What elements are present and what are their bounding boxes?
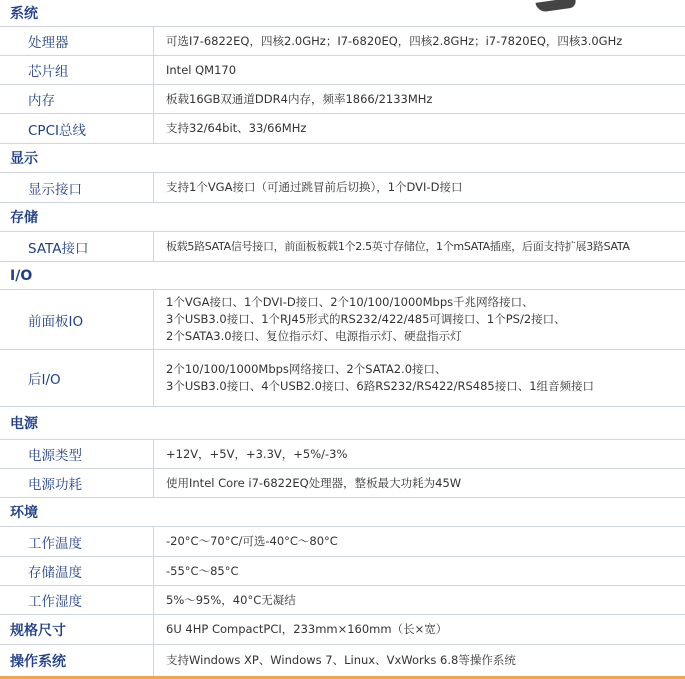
- section-title: 存储: [10, 210, 38, 226]
- spec-row-operating-humidity: [0, 586, 685, 615]
- spec-label: 规格尺寸: [10, 622, 66, 639]
- section-power: [0, 407, 685, 440]
- value-line: 3个USB3.0接口、1个RJ45形式的RS232/422/485可调接口、1个PS/2接口、: [166, 312, 566, 326]
- value-line: 3个USB3.0接口、4个USB2.0接口、6路RS232/RS422/RS485接口、1组音频接口: [166, 379, 595, 393]
- spec-value: +12V，+5V，+3.3V，+5%/-3%: [166, 446, 348, 461]
- spec-row-operating-temp: [0, 527, 685, 557]
- spec-label: 工作湿度: [28, 594, 82, 610]
- value-line: 1个VGA接口、1个DVI-D接口、2个10/100/1000Mbps千兆网络接口、: [166, 295, 534, 309]
- spec-label: 前面板IO: [28, 313, 84, 330]
- spec-value: 支持Windows XP、Windows 7、Linux、VxWorks 6.8等操作系统: [166, 653, 516, 667]
- spec-label: 显示接口: [28, 181, 82, 198]
- spec-value: 支持32/64bit、33/66MHz: [166, 121, 307, 135]
- spec-label: 处理器: [28, 35, 69, 51]
- spec-row-display-port: [0, 173, 685, 203]
- spec-row-power-consumption: [0, 469, 685, 498]
- spec-row-chipset: [0, 56, 685, 85]
- spec-value: 使用Intel Core i7-6822EQ处理器，整板最大功耗为45W: [166, 475, 462, 490]
- spec-label: 内存: [28, 93, 55, 109]
- section-system: [0, 0, 685, 27]
- spec-row-cpu: [0, 27, 685, 56]
- section-display: [0, 144, 685, 173]
- spec-value: 可选I7-6822EQ，四核2.0GHz；I7-6820EQ，四核2.8GHz；i7-7820EQ，四核3.0GHz: [166, 33, 623, 48]
- section-title: 电源: [10, 416, 38, 432]
- value-line: 2个SATA3.0接口、复位指示灯、电源指示灯、硬盘指示灯: [166, 329, 462, 343]
- spec-value: 板载5路SATA信号接口，前面板板载1个2.5英寸存储位，1个mSATA插座，后面支持扩展3路SATA: [166, 240, 630, 253]
- spec-value: 5%～95%，40°C无凝结: [166, 592, 296, 607]
- spec-label: 存储温度: [28, 565, 82, 581]
- section-environment: [0, 498, 685, 527]
- section-title: 环境: [10, 505, 38, 521]
- section-io: [0, 262, 685, 290]
- spec-value: 6U 4HP CompactPCI，233mm×160mm（长×宽）: [166, 622, 448, 636]
- spec-row-os: [0, 645, 685, 676]
- spec-value: [166, 350, 675, 406]
- section-title: 系统: [10, 6, 38, 22]
- spec-row-cpci-bus: [0, 114, 685, 144]
- spec-value: 支持1个VGA接口（可通过跳冒前后切换），1个DVI-D接口: [166, 180, 463, 194]
- spec-label: 电源类型: [28, 448, 82, 464]
- spec-row-sata-port: [0, 232, 685, 262]
- spec-label: 操作系统: [10, 653, 66, 670]
- spec-value: -20°C～70°C/可选-40°C～80°C: [166, 534, 338, 548]
- spec-label: SATA接口: [28, 240, 89, 257]
- section-title: I/O: [10, 267, 33, 284]
- spec-value: [166, 290, 675, 349]
- spec-label: 工作温度: [28, 535, 82, 552]
- section-title: 显示: [10, 151, 38, 167]
- spec-row-power-type: [0, 440, 685, 469]
- spec-value: -55°C～85°C: [166, 563, 239, 578]
- spec-label: 电源功耗: [28, 477, 82, 493]
- spec-value: Intel QM170: [166, 62, 237, 77]
- spec-row-rear-io: [0, 350, 685, 407]
- spec-row-memory: [0, 85, 685, 114]
- spec-label: 芯片组: [28, 64, 69, 80]
- value-line: 2个10/100/1000Mbps网络接口、2个SATA2.0接口、: [166, 362, 447, 376]
- spec-row-dimensions: [0, 615, 685, 645]
- spec-row-front-io: [0, 290, 685, 350]
- section-storage: [0, 203, 685, 232]
- spec-label: CPCI总线: [28, 122, 86, 139]
- spec-label: 后I/O: [28, 372, 61, 388]
- spec-value: 板载16GB双通道DDR4内存，频率1866/2133MHz: [166, 91, 433, 106]
- spec-row-storage-temp: [0, 557, 685, 586]
